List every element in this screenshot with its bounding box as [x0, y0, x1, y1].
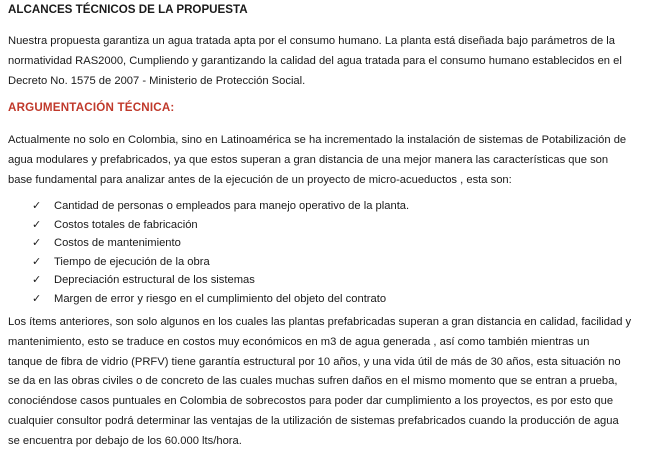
checklist-item [32, 234, 409, 253]
checklist-item [32, 253, 409, 272]
checkmark-icon: ✓ [32, 274, 42, 287]
criteria-checklist [32, 197, 409, 309]
checklist-item-label: Costos totales de fabricación [54, 218, 198, 231]
conclusion-line: mantenimiento, esto se traduce en costos muy económicos en m3 de agua generada , así como también mientras un [8, 335, 590, 348]
checklist-item [32, 290, 409, 309]
checkmark-icon: ✓ [32, 255, 42, 268]
checklist-item [32, 271, 409, 290]
intro-line: Decreto No. 1575 de 2007 - Ministerio de Protección Social. [8, 74, 306, 87]
intro-line: normatividad RAS2000, Cumpliendo y garantizando la calidad del agua tratada para el consumo humano establecidos en el [8, 54, 622, 67]
argument-paragraph [8, 131, 657, 190]
conclusion-line: tanque de fibra de vidrio (PRFV) tiene garantía estructural por 10 años, y una vida útil de más de 30 años, esta situación no [8, 355, 621, 368]
checklist-item-label: Margen de error y riesgo en el cumplimiento del objeto del contrato [54, 292, 387, 305]
conclusion-line: Los ítems anteriores, son solo algunos en los cuales las plantas prefabricadas superan a gran distancia en calidad, facilidad y [8, 316, 632, 328]
checklist-item-label: Cantidad de personas o empleados para manejo operativo de la planta. [54, 200, 410, 212]
checklist-item-label: Tiempo de ejecución de la obra [54, 255, 210, 268]
conclusion-line: cualquier consultor podrá determinar las ventajas de la utilización de sistemas prefabricados cuando la producción de agua [8, 414, 619, 427]
conclusion-line: se encuentra por debajo de los 60.000 lts/hora. [8, 434, 242, 447]
argument-line: Actualmente no solo en Colombia, sino en Latinoamérica se ha incrementado la instalación de sistemas de Potabilización de [8, 134, 627, 146]
checklist-item [32, 197, 409, 216]
argument-line: base fundamental para analizar antes de la ejecución de un proyecto de micro-acueductos , esta son: [8, 173, 512, 186]
document-title: ALCANCES TÉCNICOS DE LA PROPUESTA [8, 3, 248, 16]
checkmark-icon: ✓ [32, 292, 42, 305]
conclusion-line: conociéndose casos puntuales en Colombia de sobrecostos para poder dar cumplimiento a los proyectos, es por esto que [8, 395, 614, 408]
intro-line: Nuestra propuesta garantiza un agua tratada apta por el consumo humano. La planta está diseñada bajo parámetros de la [8, 35, 616, 47]
conclusion-paragraph [8, 313, 657, 452]
checkmark-icon: ✓ [32, 200, 42, 212]
section-heading-argumentacion: ARGUMENTACIÓN TÉCNICA: [8, 101, 175, 114]
conclusion-line: se da en las obras civiles o de concreto de las cuales muchas sufren daños en el mismo momento que se entran a prueba, [8, 375, 618, 388]
checkmark-icon: ✓ [32, 237, 42, 250]
checklist-item [32, 216, 409, 235]
intro-paragraph [8, 32, 657, 91]
checklist-item-label: Depreciación estructural de los sistemas [54, 274, 255, 287]
checkmark-icon: ✓ [32, 218, 42, 231]
argument-line: agua modulares y prefabricados, ya que estos superan a gran distancia de una mejor manera las características que son [8, 153, 609, 166]
checklist-item-label: Costos de mantenimiento [54, 237, 181, 250]
